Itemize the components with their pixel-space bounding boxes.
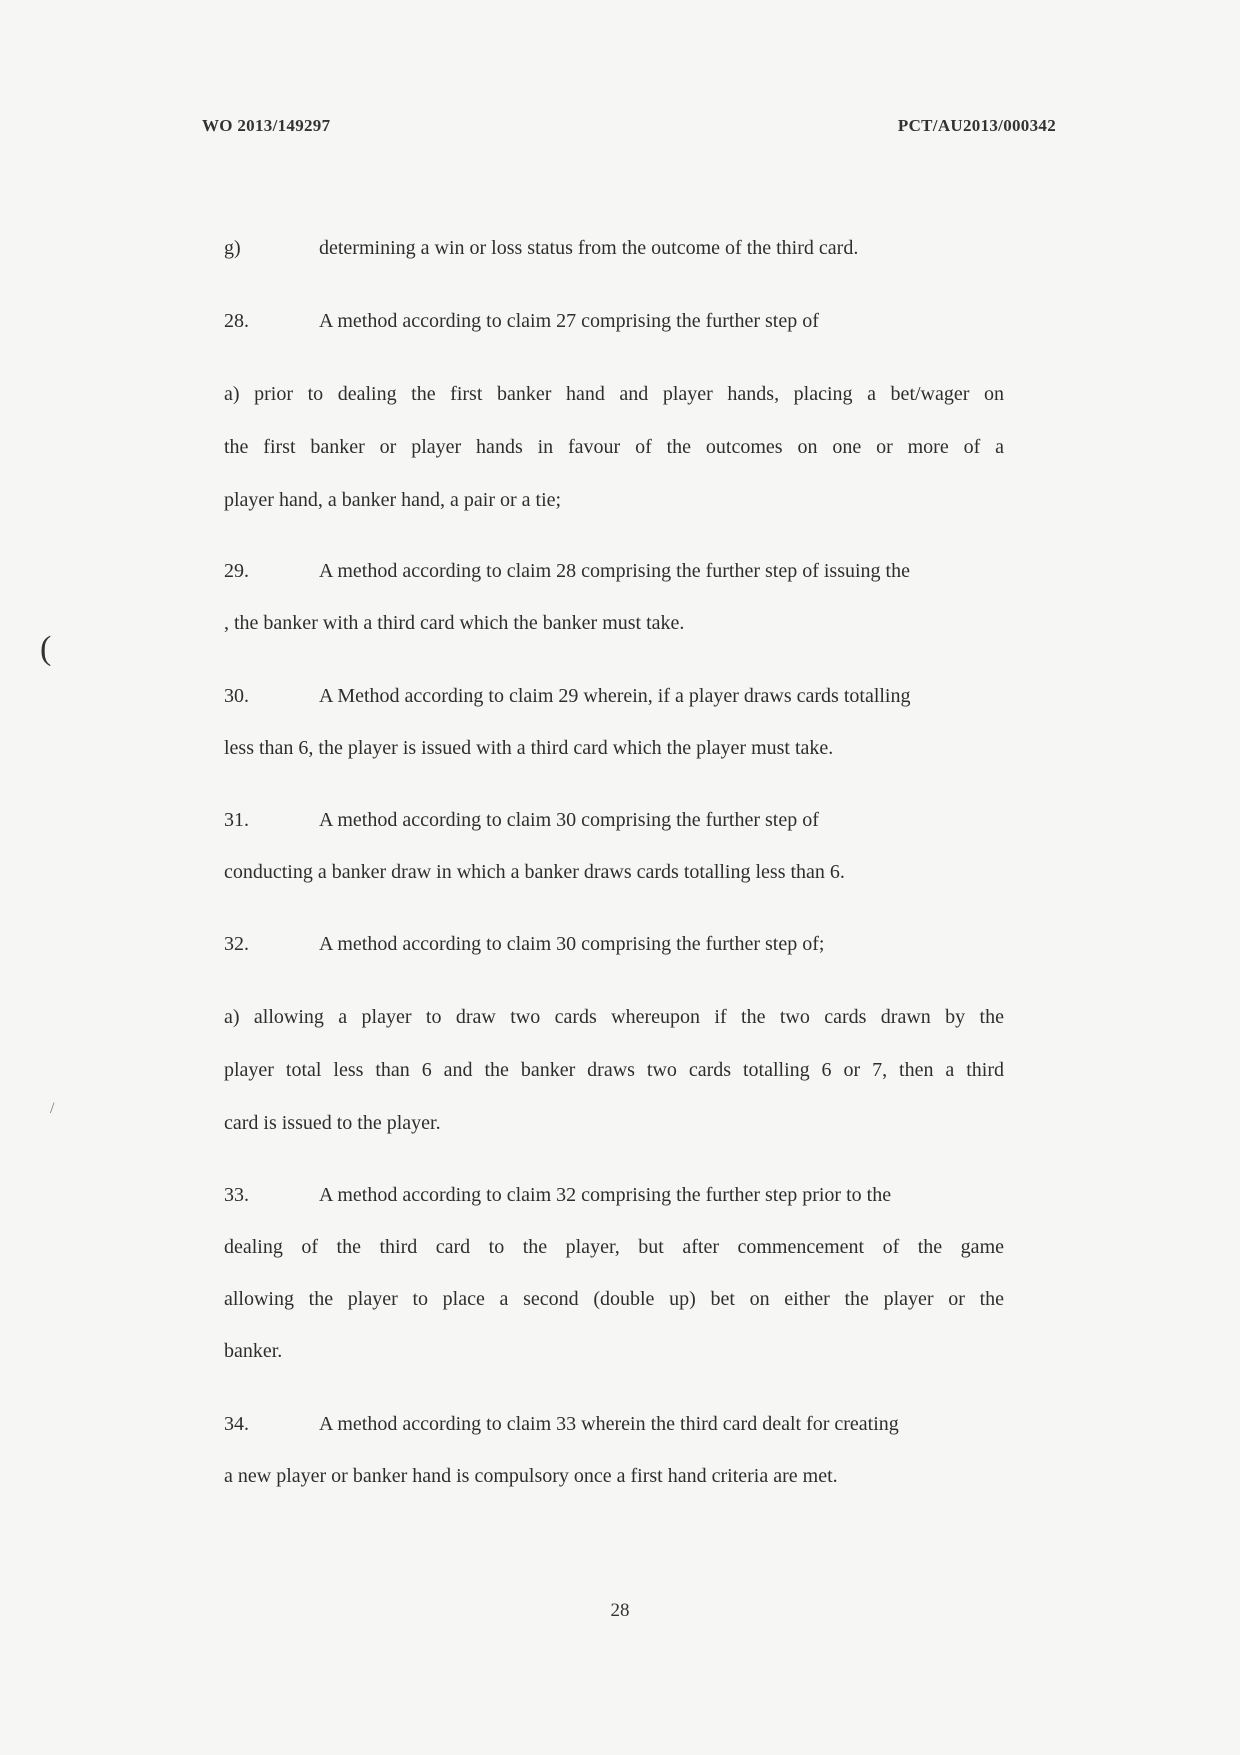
claim-text: A method according to claim 33 wherein the third card dealt for creating — [319, 1413, 899, 1435]
text-line: less than 6, the player is issued with a third card which the player must take. — [224, 737, 834, 759]
claim-28-sub-line-2 — [224, 437, 1004, 457]
claim-32-sub-line-1 — [224, 1007, 1004, 1027]
text-line: player hand, a banker hand, a pair or a tie; — [224, 489, 562, 511]
claim-33-cont-line-1 — [224, 1237, 1004, 1257]
text-line: a) prior to dealing the first banker hand and player hands, placing a bet/wager on — [224, 383, 1004, 405]
margin-paren-mark: ( — [40, 630, 52, 667]
claim-32-sub-line-2 — [224, 1060, 1004, 1080]
claim-text: A method according to claim 30 comprising the further step of — [319, 809, 819, 831]
claim-text: determining a win or loss status from the outcome of the third card. — [319, 237, 859, 259]
text-line: banker. — [224, 1340, 283, 1362]
text-line: , the banker with a third card which the banker must take. — [224, 612, 685, 634]
claim-number: g) — [224, 237, 241, 259]
claim-32-sub-line-3 — [224, 1113, 1004, 1133]
claim-31-continuation — [224, 862, 1004, 882]
claim-28-sub-line-1 — [224, 384, 1004, 404]
claim-text: A Method according to claim 29 wherein, if a player draws cards totalling — [319, 685, 911, 707]
claim-number: 29. — [224, 560, 249, 582]
text-line: the first banker or player hands in favour of the outcomes on one or more of a — [224, 436, 1004, 458]
application-number: PCT/AU2013/000342 — [897, 116, 1056, 135]
page-number: 28 — [610, 1600, 630, 1621]
claim-33-cont-line-3 — [224, 1341, 1004, 1361]
claim-30-continuation — [224, 738, 1004, 758]
claim-28-sub-line-3 — [224, 490, 1004, 510]
text-line: a new player or banker hand is compulsory once a first hand criteria are met. — [224, 1465, 838, 1487]
claim-29-continuation — [224, 613, 1004, 633]
text-line: allowing the player to place a second (double up) bet on either the player or the — [224, 1288, 1004, 1310]
claim-number: 32. — [224, 933, 249, 955]
claim-34-continuation — [224, 1466, 1004, 1486]
claim-text: A method according to claim 27 comprising the further step of — [319, 310, 819, 332]
claim-number: 34. — [224, 1413, 249, 1435]
claim-33-cont-line-2 — [224, 1289, 1004, 1309]
claim-text: A method according to claim 32 comprising the further step prior to the — [319, 1184, 892, 1206]
text-line: conducting a banker draw in which a banker draws cards totalling less than 6. — [224, 861, 845, 883]
text-line: a) allowing a player to draw two cards whereupon if the two cards drawn by the — [224, 1006, 1004, 1028]
margin-tick-mark: / — [50, 1100, 55, 1117]
claim-number: 28. — [224, 310, 249, 332]
claim-text: A method according to claim 28 comprising the further step of issuing the — [319, 560, 910, 582]
claim-number: 30. — [224, 685, 249, 707]
claim-number: 33. — [224, 1184, 249, 1206]
text-line: player total less than 6 and the banker draws two cards totalling 6 or 7, then a third — [224, 1059, 1004, 1081]
text-line: card is issued to the player. — [224, 1112, 441, 1134]
claim-number: 31. — [224, 809, 249, 831]
text-line: dealing of the third card to the player, but after commencement of the game — [224, 1236, 1004, 1258]
claim-text: A method according to claim 30 comprising the further step of; — [319, 933, 825, 955]
publication-number: WO 2013/149297 — [202, 116, 331, 135]
